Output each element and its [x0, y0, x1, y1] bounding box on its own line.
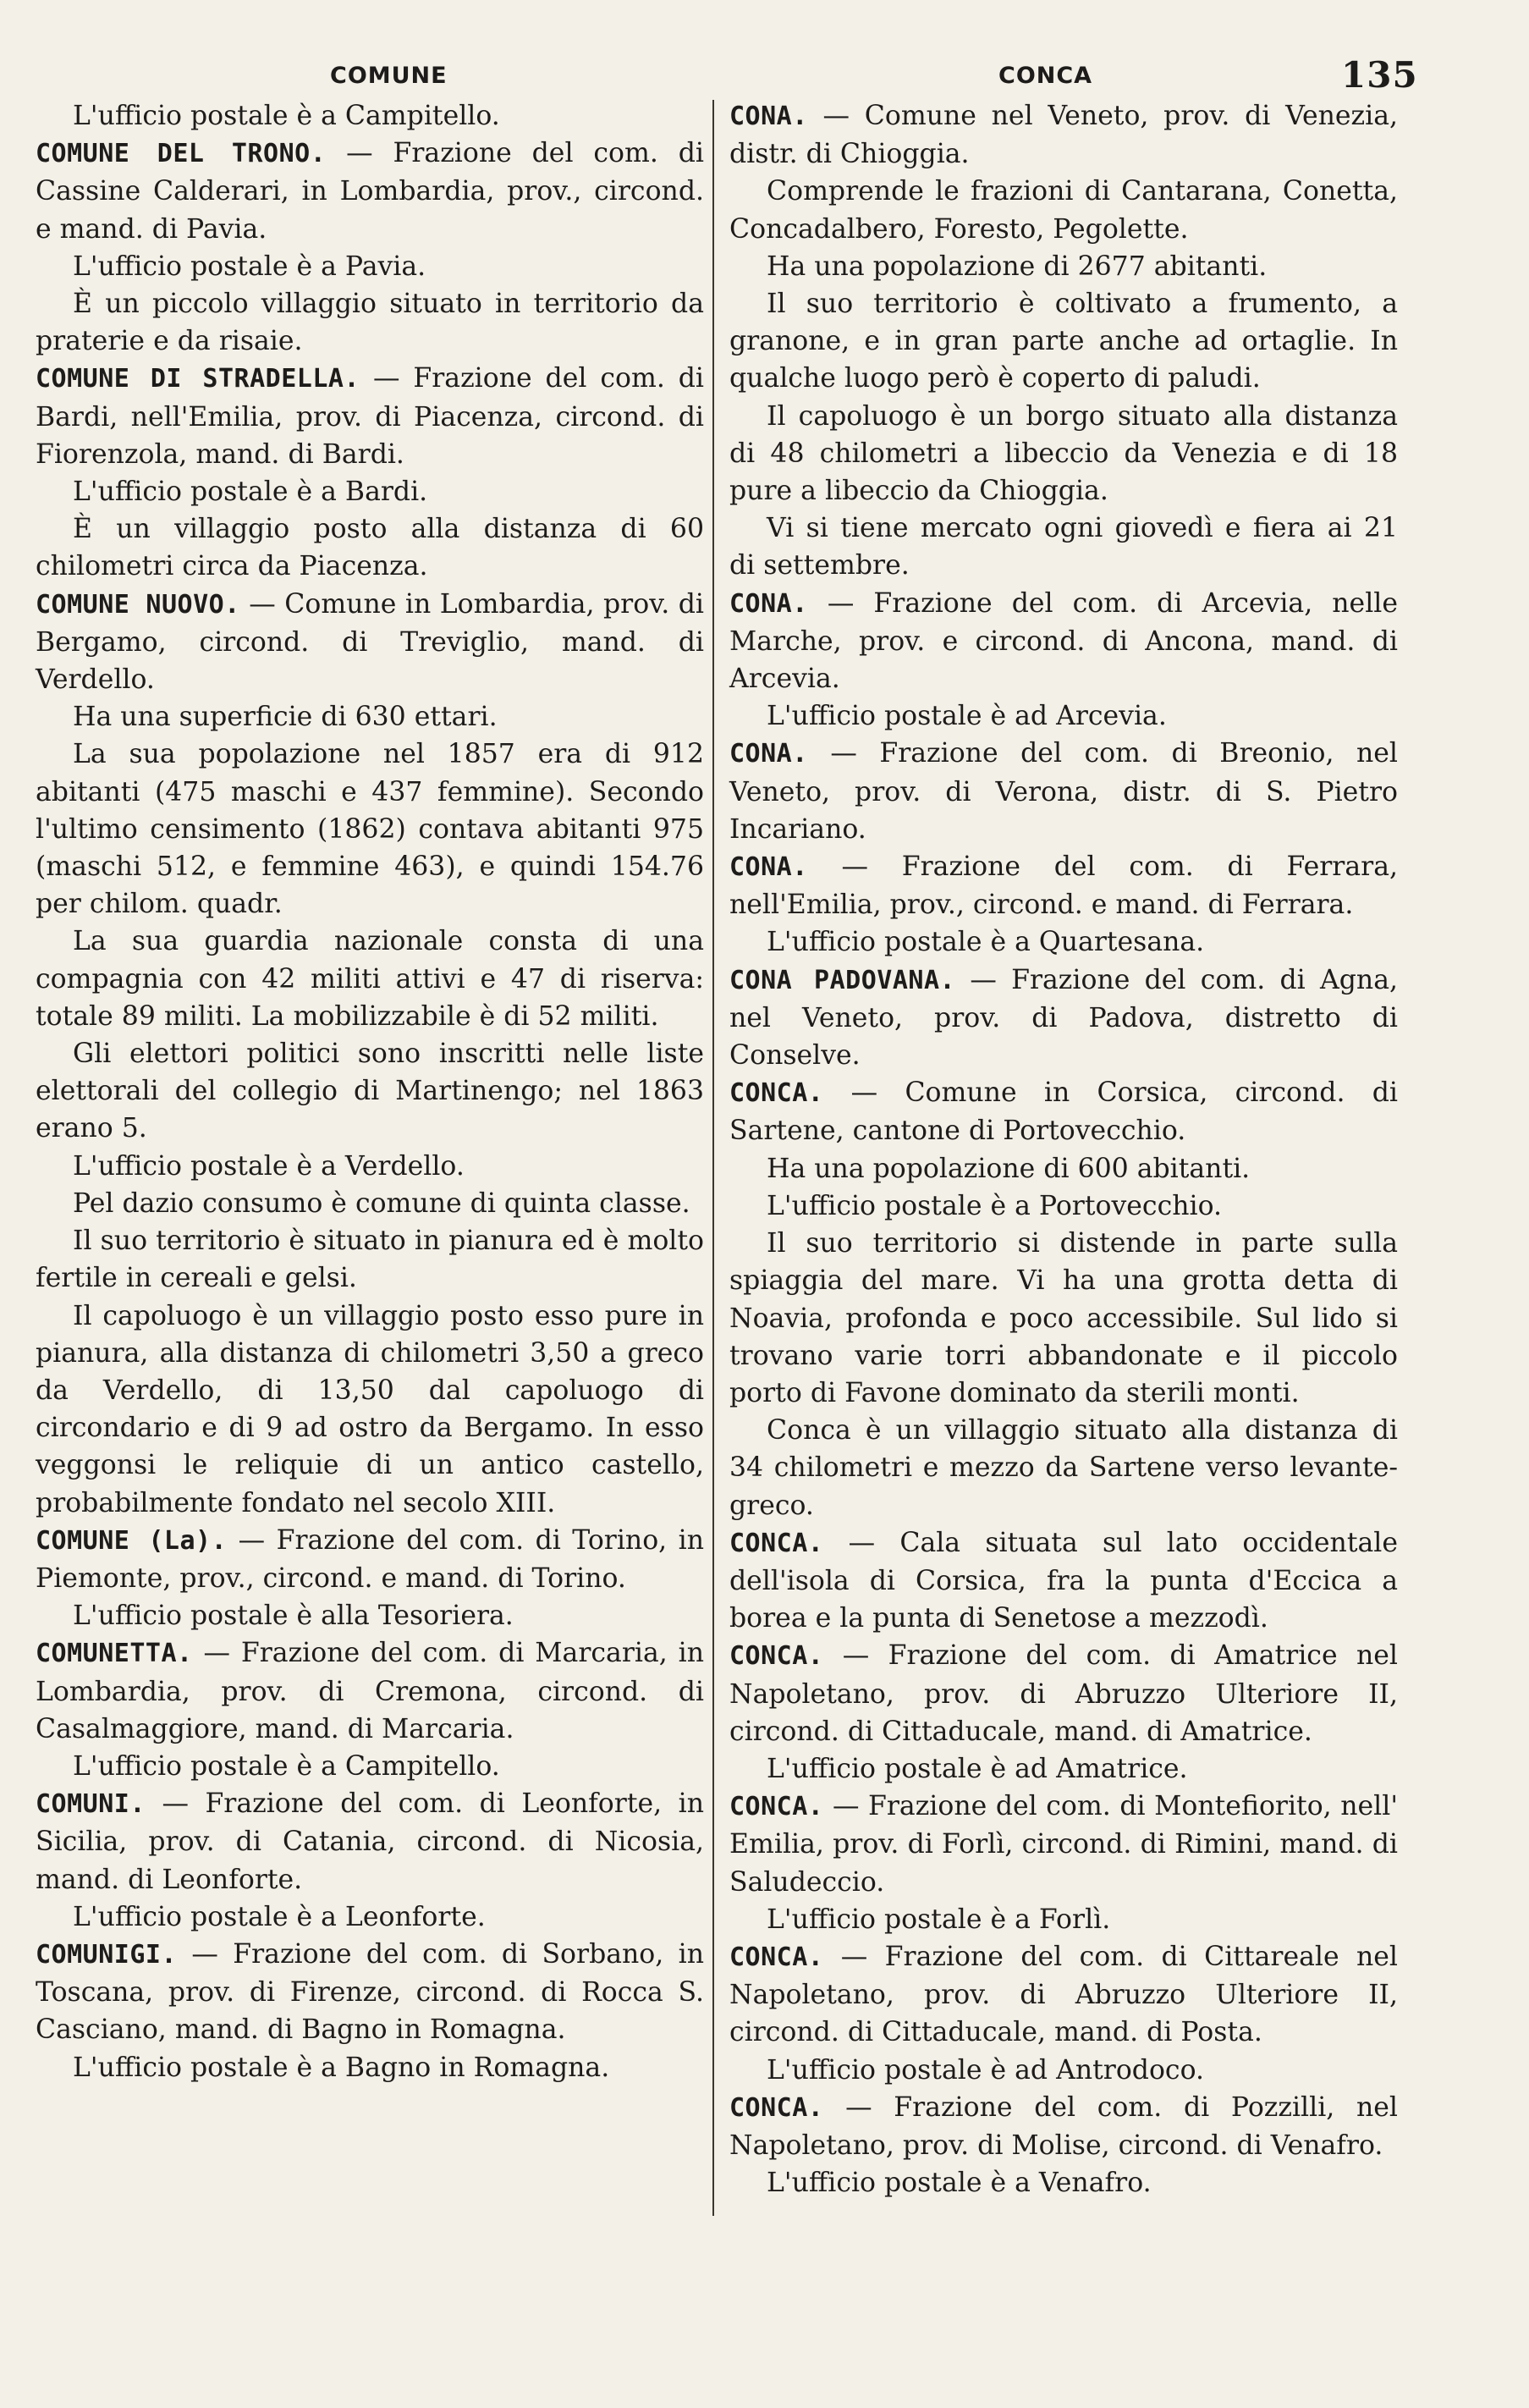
entry-headword: COMUNE DI STRADELLA.: [36, 364, 360, 394]
entry-headword: CONCA.: [729, 1528, 824, 1558]
body-paragraph: L'ufficio postale è a Forlì.: [767, 1904, 1111, 1935]
column-divider: [712, 100, 714, 2216]
page-number: 135: [1341, 54, 1418, 96]
body-paragraph: L'ufficio postale è a Pavia.: [73, 251, 426, 282]
entry-headword: CONA.: [729, 739, 808, 769]
entry-paragraph: [36, 586, 704, 699]
body-paragraph: Ha una popolazione di 600 abitanti.: [767, 1153, 1251, 1184]
body-paragraph: Pel dazio consumo è comune di quinta classe.: [73, 1187, 690, 1219]
body-paragraph: L'ufficio postale è a Venafro.: [767, 2168, 1152, 2199]
entry-headword: COMUNE (La).: [36, 1525, 228, 1556]
entry-headword: COMUNI.: [36, 1789, 146, 1820]
body-paragraph: Il capoluogo è un villaggio posto esso pure in pianura, alla distanza di chilometri 3,50 a greco da Verdello, di 13,50 dal capoluogo di circondario e di 9 ad ostro da Bergamo. In esso veggonsi le reliquie di un antico castello, probabilmente fondato nel secolo XIII.: [36, 1300, 704, 1518]
entry-paragraph: [729, 1637, 1398, 1750]
body-paragraph: Il suo territorio si distende in parte sulla spiaggia del mare. Vi ha una grotta detta di Noavia, profonda e poco accessibile. Sul lido si trovano varie torri abbandonate e il piccolo porto di Favone dominato da sterili monti.: [729, 1228, 1398, 1408]
entry-headword: COMUNE NUOVO.: [36, 589, 240, 620]
body-paragraph: Comprende le frazioni di Cantarana, Conetta, Concadalbero, Foresto, Pegolette.: [729, 176, 1398, 245]
entry-headword: CONA.: [729, 588, 808, 619]
entry-headword: CONA.: [729, 852, 808, 883]
body-paragraph: Ha una popolazione di 2677 abitanti.: [767, 251, 1268, 282]
body-paragraph: L'ufficio postale è a Bardi.: [73, 477, 428, 508]
entry-paragraph: [729, 1938, 1398, 2052]
entry-body: — Frazione del com. di Arcevia, nelle Marche, prov. e circond. di Ancona, mand. di Arcevia.: [729, 587, 1398, 695]
entry-body: — Frazione del com. di Cittareale nel Napoletano, prov. di Abruzzo Ulteriore II, circond. di Cittaducale, mand. di Posta.: [729, 1941, 1398, 2048]
body-paragraph: La sua guardia nazionale consta di una compagnia con 42 militi attivi e 47 di riserva: totale 89 militi. La mobilizzabile è di 52 militi.: [36, 926, 704, 1032]
entry-body: — Frazione del com. di Cassine Calderari, in Lombardia, prov., circond. e mand. di Pavia.: [36, 138, 704, 245]
entry-headword: CONCA.: [729, 1942, 824, 1972]
entry-headword: CONA PADOVANA.: [729, 965, 956, 995]
entry-headword: CONCA.: [729, 1792, 824, 1822]
entry-body: — Frazione del com. di Montefiorito, nell' Emilia, prov. di Forlì, circond. di Rimini, mand. di Saludeccio.: [729, 1791, 1398, 1898]
entry-body: — Frazione del com. di Marcaria, in Lombardia, prov. di Cremona, circond. di Casalmaggiore, mand. di Marcaria.: [36, 1638, 704, 1744]
entry-paragraph: [729, 2089, 1398, 2164]
body-paragraph: L'ufficio postale è a Campitello.: [73, 1750, 500, 1782]
body-paragraph: È un piccolo villaggio situato in territorio da praterie e da risaie.: [36, 289, 704, 357]
entry-paragraph: [36, 360, 704, 473]
entry-paragraph: [729, 848, 1398, 923]
body-paragraph: Il capoluogo è un borgo situato alla distanza di 48 chilometri a libeccio da Venezia e di 18 pure a libeccio da Chioggia.: [729, 400, 1398, 507]
body-paragraph: Il suo territorio è coltivato a frumento, a granone, e in gran parte anche ad ortaglie. In qualche luogo però è coperto di paludi.: [729, 289, 1398, 394]
body-paragraph: L'ufficio postale è ad Antrodoco.: [767, 2054, 1204, 2086]
entry-paragraph: [729, 1524, 1398, 1638]
entry-headword: COMUNETTA.: [36, 1639, 193, 1669]
entry-paragraph: [36, 135, 704, 248]
body-paragraph: Ha una superficie di 630 ettari.: [73, 702, 498, 733]
entry-headword: CONCA.: [729, 1078, 824, 1109]
entry-headword: CONA.: [729, 102, 808, 131]
entry-body: — Comune nel Veneto, prov. di Venezia, distr. di Chioggia.: [729, 101, 1398, 170]
body-paragraph: È un villaggio posto alla distanza di 60 chilometri circa da Piacenza.: [36, 514, 704, 582]
entry-body: — Frazione del com. di Breonio, nel Veneto, prov. di Verona, distr. di S. Pietro Incariano.: [729, 738, 1398, 845]
body-paragraph: L'ufficio postale è a Leonforte.: [73, 1901, 486, 1932]
entry-paragraph: [36, 1522, 704, 1597]
entry-body: — Frazione del com. di Pozzilli, nel Napoletano, prov. di Molise, circond. di Venafro.: [729, 2091, 1398, 2161]
body-paragraph: Gli elettori politici sono inscritti nelle liste elettorali del collegio di Martinengo; nel 1863 erano 5.: [36, 1039, 704, 1144]
entry-body: — Comune in Lombardia, prov. di Bergamo, circond. di Treviglio, mand. di Verdello.: [36, 588, 704, 696]
entry-body: — Frazione del com. di Ferrara, nell'Emilia, prov., circond. e mand. di Ferrara.: [729, 851, 1398, 921]
entry-body: — Cala situata sul lato occidentale dell'isola di Corsica, fra la punta d'Eccica a borea e la punta di Senetose a mezzodì.: [729, 1527, 1398, 1634]
body-paragraph: L'ufficio postale è ad Amatrice.: [767, 1753, 1188, 1784]
entry-body: — Frazione del com. di Torino, in Piemonte, prov., circond. e mand. di Torino.: [36, 1524, 704, 1594]
entry-body: — Comune in Corsica, circond. di Sartene, cantone di Portovecchio.: [729, 1077, 1398, 1147]
entry-headword: COMUNIGI.: [36, 1939, 178, 1970]
entry-body: — Frazione del com. di Sorbano, in Toscana, prov. di Firenze, circond. di Rocca S. Casciano, mand. di Bagno in Romagna.: [36, 1938, 704, 2046]
entry-headword: CONCA.: [729, 1641, 824, 1672]
body-paragraph: L'ufficio postale è alla Tesoriera.: [73, 1601, 514, 1632]
body-paragraph: L'ufficio postale è ad Arcevia.: [767, 701, 1167, 732]
entry-headword: COMUNE DEL TRONO.: [36, 139, 327, 169]
right-column: [729, 97, 1398, 2201]
body-paragraph: Il suo territorio è situato in pianura ed è molto fertile in cereali e gelsi.: [36, 1226, 704, 1294]
entry-paragraph: [36, 1785, 704, 1898]
entry-body: — Frazione del com. di Agna, nel Veneto, prov. di Padova, distretto di Conselve.: [729, 964, 1398, 1072]
entry-headword: CONCA.: [729, 2092, 824, 2123]
entry-body: — Frazione del com. di Leonforte, in Sicilia, prov. di Catania, circond. di Nicosia, mand. di Leonforte.: [36, 1788, 704, 1895]
entry-body: — Frazione del com. di Bardi, nell'Emilia, prov. di Piacenza, circond. di Fiorenzola, mand. di Bardi.: [36, 363, 704, 470]
running-header-left: COMUNE: [330, 63, 448, 89]
running-header-center: CONCA: [998, 63, 1093, 89]
entry-paragraph: [729, 962, 1398, 1075]
body-paragraph: L'ufficio postale è a Portovecchio.: [767, 1190, 1222, 1221]
body-paragraph: La sua popolazione nel 1857 era di 912 abitanti (475 maschi e 437 femmine). Secondo l'ultimo censimento (1862) contava abitanti 975 (maschi 512, e femmine 463), e quindi 154.76 per chilom. quadr.: [36, 739, 704, 920]
entry-body: — Frazione del com. di Amatrice nel Napoletano, prov. di Abruzzo Ulteriore II, circond. di Cittaducale, mand. di Amatrice.: [729, 1640, 1398, 1747]
body-paragraph: Vi si tiene mercato ogni giovedì e fiera ai 21 di settembre.: [729, 513, 1398, 581]
entry-paragraph: [729, 97, 1398, 173]
body-paragraph: Conca è un villaggio situato alla distanza di 34 chilometri e mezzo da Sartene verso levante-greco.: [729, 1415, 1398, 1521]
entry-paragraph: [729, 1074, 1398, 1149]
body-paragraph: L'ufficio postale è a Verdello.: [73, 1150, 465, 1182]
body-paragraph: L'ufficio postale è a Quartesana.: [767, 927, 1205, 958]
entry-paragraph: [36, 1936, 704, 2049]
entry-paragraph: [729, 1788, 1398, 1901]
body-paragraph: L'ufficio postale è a Bagno in Romagna.: [73, 2052, 610, 2083]
entry-paragraph: [729, 735, 1398, 848]
entry-paragraph: [729, 585, 1398, 698]
body-paragraph: L'ufficio postale è a Campitello.: [73, 101, 500, 131]
left-column: [36, 97, 704, 2086]
entry-paragraph: [36, 1634, 704, 1748]
